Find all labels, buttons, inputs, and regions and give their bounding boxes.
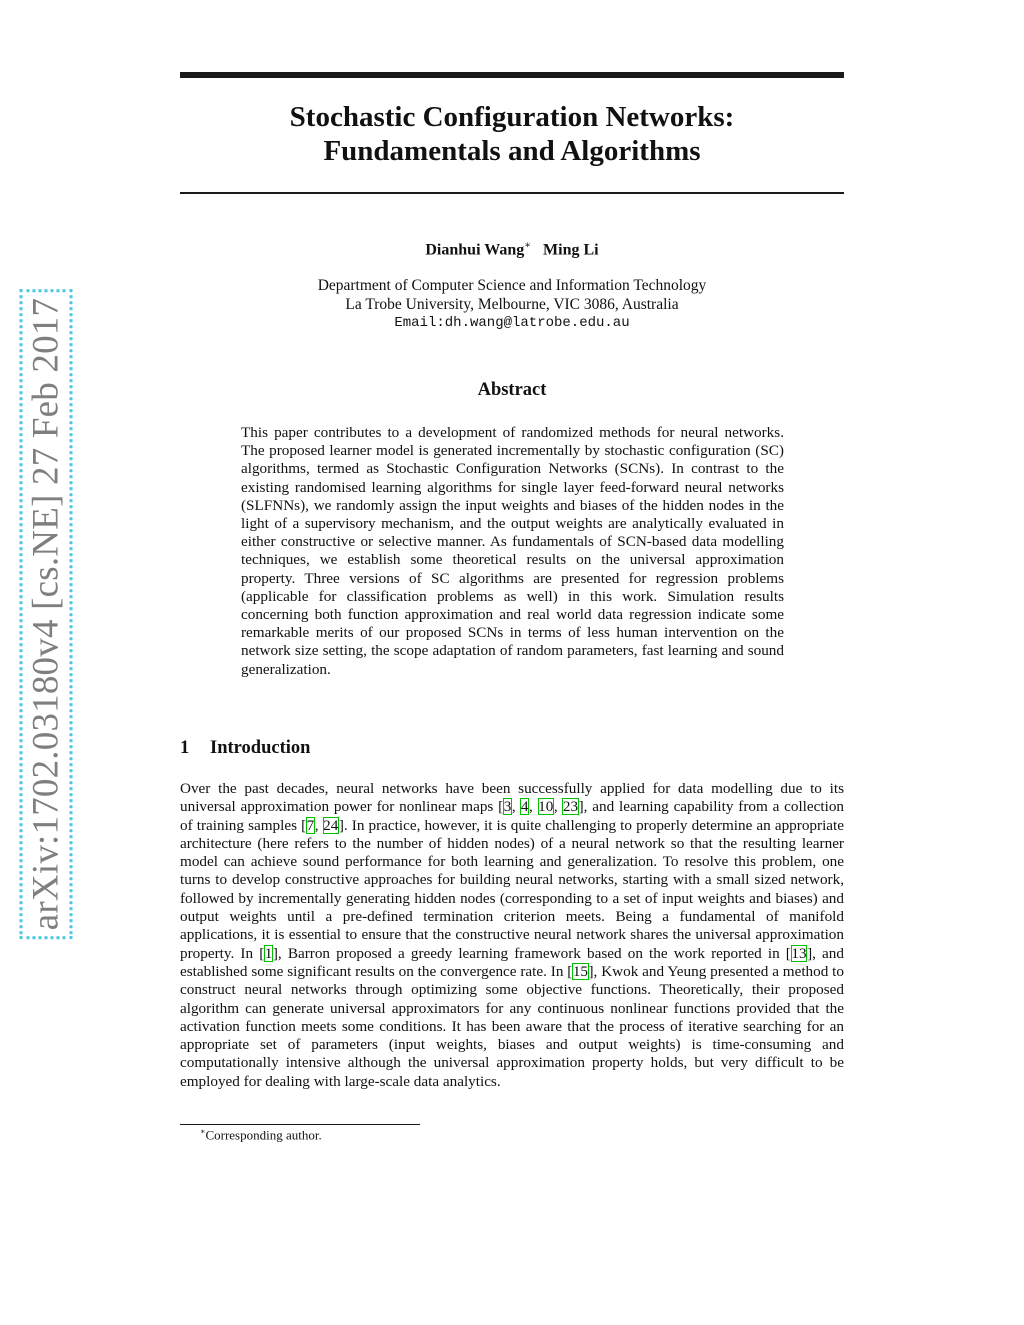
- citation-link[interactable]: 7: [306, 816, 315, 834]
- abstract-heading: Abstract: [477, 380, 547, 400]
- section-number: 1: [180, 738, 190, 758]
- citation-link[interactable]: 23: [562, 798, 579, 816]
- affiliation-university: La Trobe University, Melbourne, VIC 3086, Australia: [345, 295, 679, 313]
- intro-text: ,: [314, 816, 323, 834]
- intro-text: ,: [511, 798, 521, 816]
- title-line-2: Fundamentals and Algorithms: [323, 135, 701, 167]
- citation-link[interactable]: 13: [791, 944, 807, 962]
- intro-text: ], Barron proposed a greedy learning framework based on the work reported in [: [272, 944, 791, 962]
- intro-text: ], and established some significant results on the convergence rate. In [: [180, 944, 844, 980]
- corresponding-author-mark[interactable]: ∗: [524, 240, 532, 251]
- author-2: Ming Li: [543, 241, 599, 259]
- intro-text: ,: [553, 798, 563, 816]
- citation-link[interactable]: 1: [264, 944, 273, 962]
- title-bottom-rule: [180, 192, 844, 194]
- citation-link[interactable]: 15: [572, 962, 588, 980]
- citation-link[interactable]: 4: [520, 798, 529, 816]
- authors: [180, 240, 844, 259]
- affiliation-department: Department of Computer Science and Information Technology: [317, 277, 707, 294]
- intro-text: ,: [529, 798, 538, 816]
- citation-link[interactable]: 3: [503, 798, 512, 816]
- arxiv-identifier[interactable]: arXiv:1702.03180v4 [cs.NE] 27 Feb 2017: [25, 294, 68, 934]
- section-heading-introduction: [180, 738, 844, 759]
- paper-title: [180, 100, 844, 168]
- intro-text: ]. In practice, however, it is quite challenging to properly determine an appropriate architecture (here refers to the number of hidden nodes) of a neural network so that the resulting learner model can achieve sound performance for both learning and generalization. To resolve this problem, one turns to develop constructive approaches for building neural networks, starting with a small sized network, followed by incrementally generating hidden nodes (corresponding to a set of input weights and biases) and output weights until a pre-defined termination criterion meets. Being a fundamental of manifold applications, it is essential to ensure that the constructive neural network shares the universal approximation property. In [: [180, 816, 844, 962]
- intro-text: Over the past decades, neural networks have been successfully applied for data modelling due to its universal approximation power for nonlinear maps [: [180, 780, 844, 816]
- abstract-body: This paper contributes to a development of randomized methods for neural networks. The proposed learner model is generated incrementally by stochastic configuration (SC) algorithms, termed as Stochastic Configuration Networks (SCNs). In contrast to the existing randomised learning algorithms for single layer feed-forward neural networks (SLFNNs), we randomly assign the input weights and biases of the hidden nodes in the light of a supervisory mechanism, and the output weights are analytically evaluated in either constructive or selective manner. As fundamentals of SCN-based data modelling techniques, we establish some theoretical results on the universal approximation property. Three versions of SC algorithms are presented for regression problems (applicable for classification problems as well) in this work. Simulation results concerning both function approximation and real world data regression indicate some remarkable merits of our proposed SCNs in terms of less human intervention on the network size setting, the scope adaptation of random parameters, fast learning and sound generalization.: [241, 424, 784, 678]
- title-line-1: Stochastic Configuration Networks:: [289, 101, 735, 133]
- footnote: [200, 1127, 322, 1143]
- author-1: Dianhui Wang: [425, 241, 525, 259]
- author-email: Email:dh.wang@latrobe.edu.au: [394, 315, 630, 331]
- intro-text: ], Kwok and Yeung presented a method to construct neural networks through optimizing some objective functions. Theoretically, their proposed algorithm can generate universal approximators for any continuous nonlinear functions provided that the activation function meets some conditions. It has been aware that the process of iterative searching for an appropriate set of parameters (input weights, biases and output weights) is time-consuming and computationally intensive although the universal approximation property holds, but very difficult to be employed for dealing with large-scale data analytics.: [180, 962, 844, 1090]
- section-title: Introduction: [210, 738, 311, 758]
- footnote-text: Corresponding author.: [205, 1127, 322, 1143]
- footnote-rule: [180, 1124, 420, 1125]
- citation-link[interactable]: 10: [538, 798, 554, 816]
- affiliation: [180, 277, 844, 333]
- footnote-mark: ∗: [200, 1127, 206, 1136]
- introduction-body: [180, 780, 844, 1091]
- citation-link[interactable]: 24: [323, 816, 339, 834]
- intro-text: ], and learning capability from a collection of training samples [: [180, 798, 845, 834]
- title-top-rule: [180, 72, 844, 78]
